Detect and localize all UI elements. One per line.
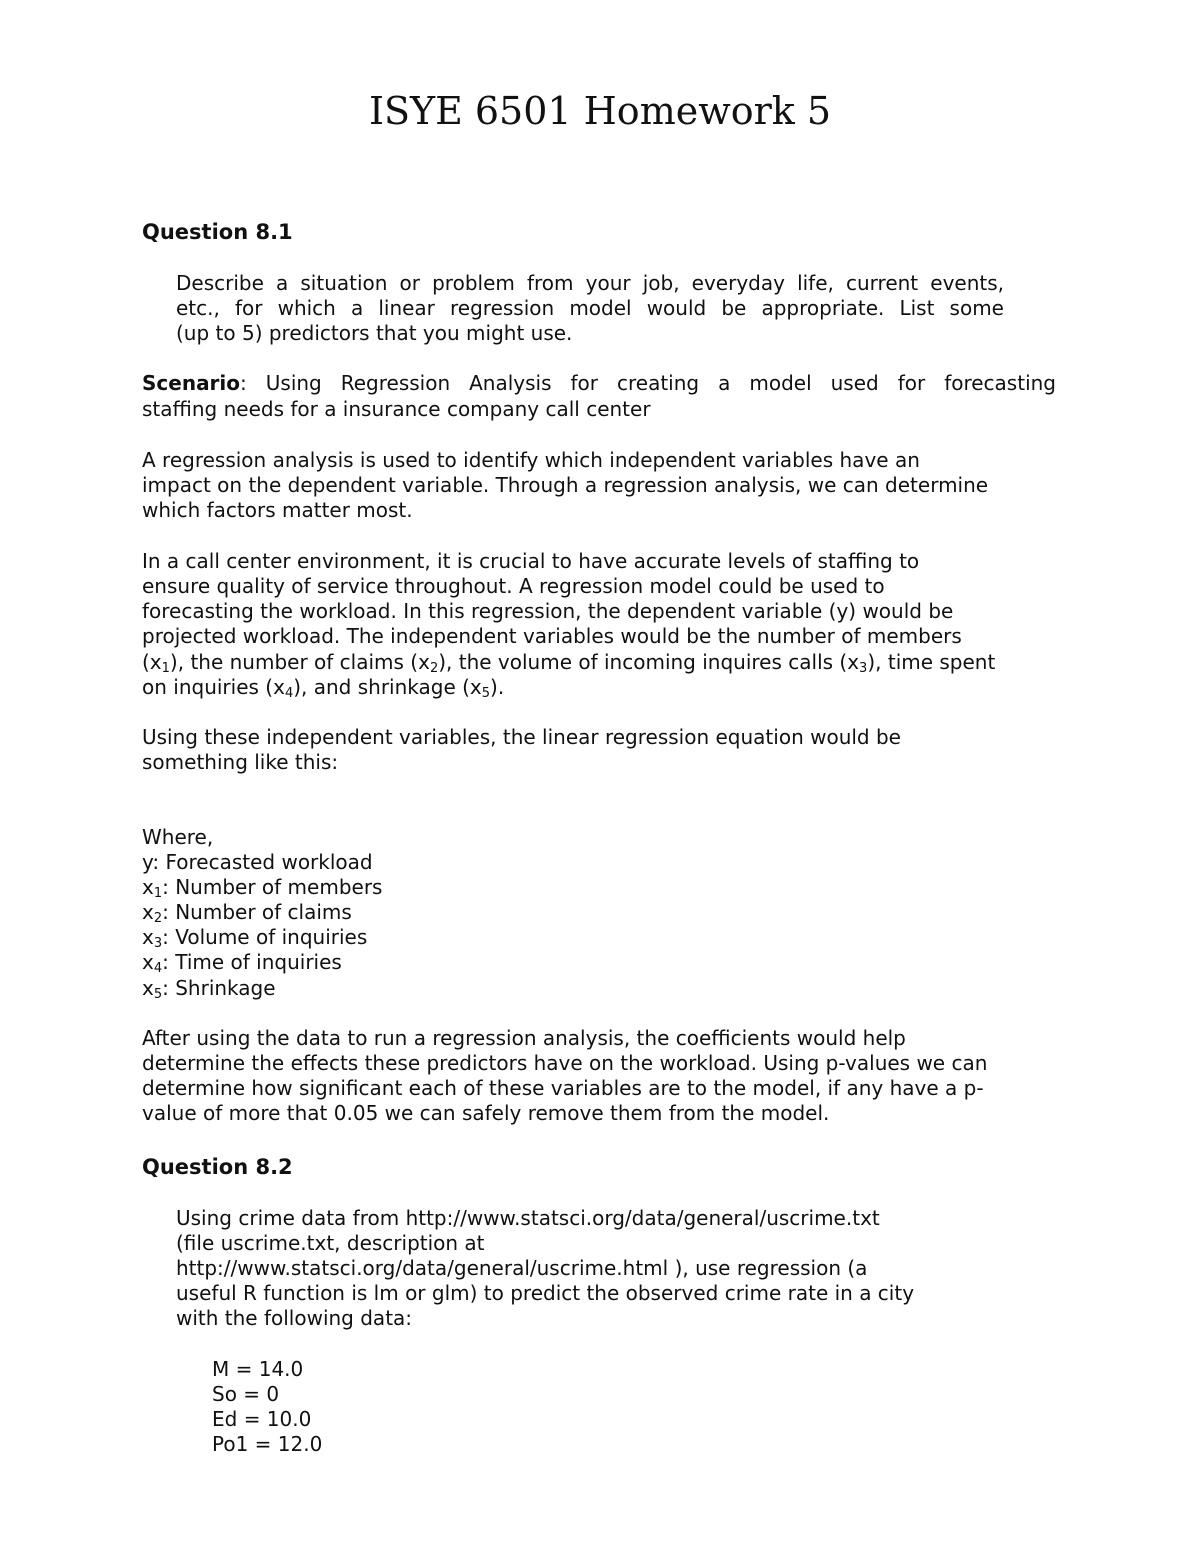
- para4-line-1: After using the data to run a regression analysis, the coefficients would help: [142, 1026, 906, 1050]
- page-title: ISYE 6501 Homework 5: [368, 89, 832, 133]
- para3-line-2: something like this:: [142, 750, 339, 774]
- para1-line-3: which factors matter most.: [142, 498, 413, 522]
- para4-line-4: value of more that 0.05 we can safely remove them from the model.: [142, 1101, 830, 1125]
- scenario-label: Scenario: [142, 371, 241, 395]
- para1-line-1: A regression analysis is used to identify which independent variables have an: [142, 448, 920, 472]
- para4-line-3: determine how significant each of these variables are to the model, if any have a p-: [142, 1076, 984, 1100]
- para2-line-2: ensure quality of service throughout. A regression model could be used to: [142, 574, 885, 598]
- q81-prompt-line-3: (up to 5) predictors that you might use.: [176, 321, 573, 345]
- q81-prompt-line-2: etc., for which a linear regression model would be appropriate. List some: [176, 296, 1004, 320]
- q82-prompt-line-5: with the following data:: [176, 1306, 413, 1330]
- scenario-line-1: Scenario: Using Regression Analysis for creating a model used for forecasting: [142, 371, 1056, 395]
- question-8-2-heading: Question 8.2: [142, 1155, 293, 1179]
- value-ed: Ed = 10.0: [212, 1407, 312, 1431]
- q82-prompt-line-1: Using crime data from http://www.statsci.org/data/general/uscrime.txt: [176, 1206, 880, 1230]
- para4-line-2: determine the effects these predictors have on the workload. Using p-values we can: [142, 1051, 988, 1075]
- y-definition: y: Forecasted workload: [142, 850, 373, 874]
- q82-prompt-line-2: (file uscrime.txt, description at: [176, 1231, 485, 1255]
- para1-line-2: impact on the dependent variable. Through a regression analysis, we can determine: [142, 473, 989, 497]
- para3-line-1: Using these independent variables, the linear regression equation would be: [142, 725, 901, 749]
- x1-definition: $x_1$: Number of members: [142, 875, 383, 901]
- x2-definition: $x_2$: Number of claims: [142, 900, 352, 926]
- q82-prompt-line-3: http://www.statsci.org/data/general/uscrime.html ), use regression (a: [176, 1256, 868, 1280]
- para2-line-5: $(x_1)$, the number of claims $(x_2)$, the volume of incoming inquires calls $(x_3)$, time spent: [142, 650, 996, 676]
- para2-line-4: projected workload. The independent variables would be the number of members: [142, 624, 962, 648]
- para2-line-3: forecasting the workload. In this regression, the dependent variable (y) would be: [142, 599, 954, 623]
- value-so: So = 0: [212, 1382, 280, 1406]
- para2-line-1: In a call center environment, it is crucial to have accurate levels of staffing to: [142, 549, 920, 573]
- where-label: Where,: [142, 825, 214, 849]
- q82-prompt-line-4: useful R function is lm or glm) to predict the observed crime rate in a city: [176, 1281, 915, 1305]
- x4-definition: $x_4$: Time of inquiries: [142, 950, 342, 976]
- question-8-1-heading: Question 8.1: [142, 220, 293, 244]
- x5-definition: $x_5$: Shrinkage: [142, 976, 276, 1002]
- x3-definition: $x_3$: Volume of inquiries: [142, 925, 368, 951]
- value-po1: Po1 = 12.0: [212, 1432, 323, 1456]
- q81-prompt-line-1: Describe a situation or problem from your job, everyday life, current events,: [176, 271, 1004, 295]
- scenario-line-2: staffing needs for a insurance company call center: [142, 397, 651, 421]
- para2-line-6: on inquiries $(x_4)$, and shrinkage $(x_5)$.: [142, 675, 505, 701]
- value-m: M = 14.0: [212, 1357, 304, 1381]
